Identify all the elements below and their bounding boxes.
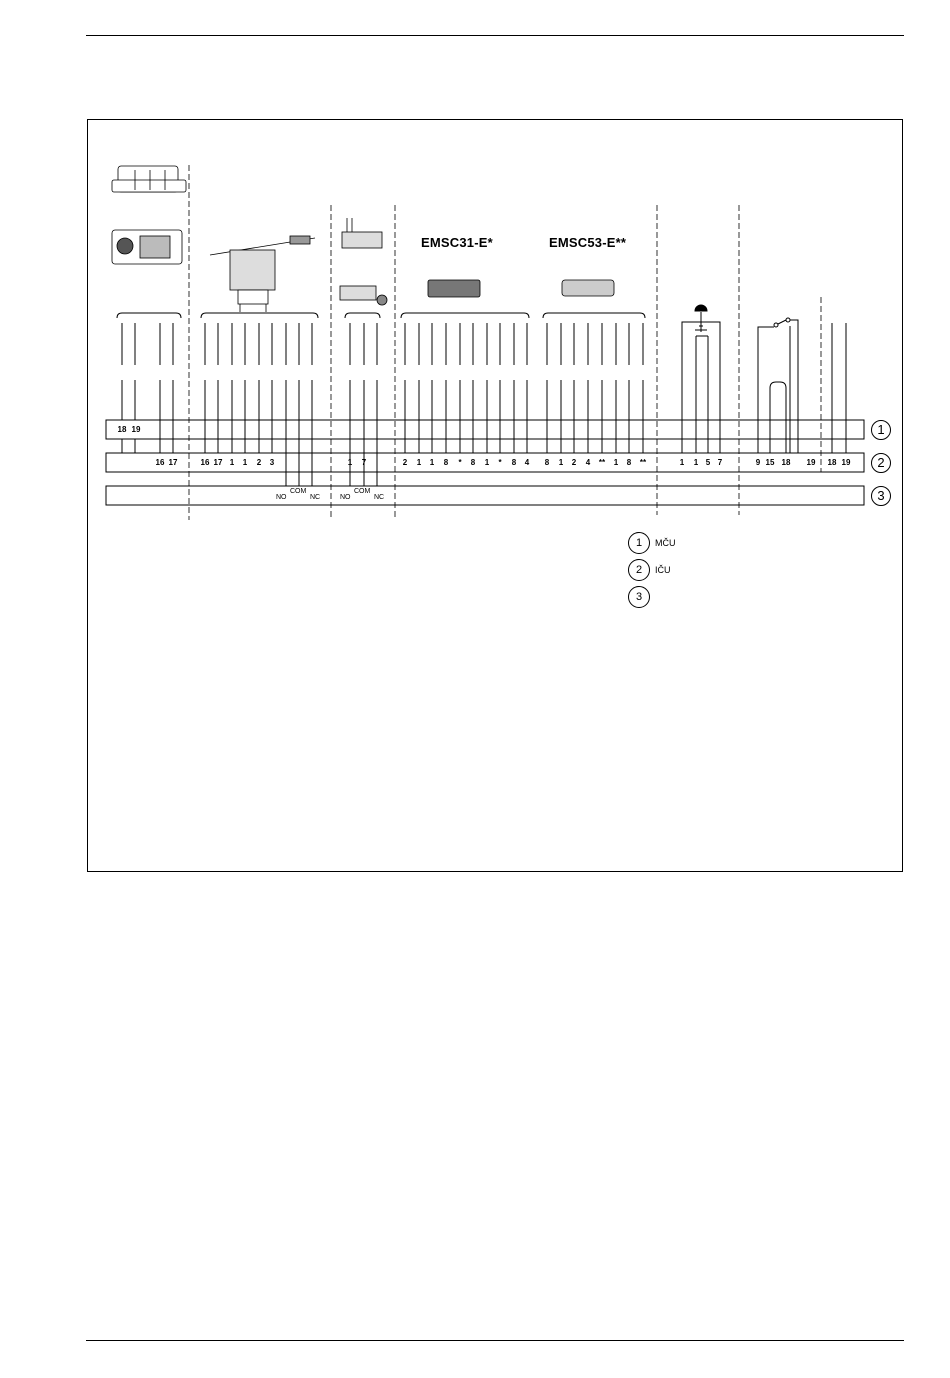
brace-g2 <box>201 313 318 318</box>
switch-circuit <box>758 318 798 453</box>
relay-a-no-label: NO <box>276 494 287 501</box>
row2-terminal: 1 <box>229 458 235 467</box>
emsc31-label: EMSC31-E* <box>421 235 493 250</box>
relay-b-no-label: NO <box>340 494 351 501</box>
row2-terminal: 4 <box>585 458 591 467</box>
row2-terminal: 1 <box>347 458 353 467</box>
emsc53-label: EMSC53-E** <box>549 235 627 250</box>
row2-terminal: 16 <box>200 458 210 467</box>
wires-g8 <box>832 323 846 453</box>
bus-number-1: 1 <box>871 420 891 440</box>
row2-terminal: 1 <box>558 458 564 467</box>
wires-g5 <box>547 323 643 453</box>
row2-terminal: ** <box>598 458 606 467</box>
row2-terminal: 2 <box>571 458 577 467</box>
row2-terminal: 1 <box>679 458 685 467</box>
row2-terminal: 1 <box>416 458 422 467</box>
pushbutton-circuit <box>682 305 720 453</box>
row2-terminal: 7 <box>361 458 367 467</box>
valve-actuator-top-icon <box>112 166 186 192</box>
row2-terminal: 5 <box>705 458 711 467</box>
brace-g4 <box>401 313 529 318</box>
bus-bar-3 <box>106 486 864 505</box>
row2-terminal: * <box>498 458 502 467</box>
row2-terminal: 8 <box>626 458 632 467</box>
row2-terminal: 8 <box>511 458 517 467</box>
mechanical-controller-icon <box>210 236 315 312</box>
microswitch-icon <box>340 218 387 305</box>
row2-terminal: 8 <box>470 458 476 467</box>
valve-actuator-bottom-icon <box>112 230 182 264</box>
legend-label-1: MČU <box>655 538 676 548</box>
legend-number-2: 2 <box>628 559 650 581</box>
row2-terminal: 1 <box>613 458 619 467</box>
legend-number-3: 3 <box>628 586 650 608</box>
relay-a-nc-label: NC <box>310 494 321 501</box>
row2-terminal: 16 <box>155 458 165 467</box>
row2-terminal: 17 <box>168 458 178 467</box>
row2-terminal: ** <box>639 458 647 467</box>
emsc53-module-icon <box>562 280 614 296</box>
row2-terminal: 3 <box>269 458 275 467</box>
row2-terminal: 15 <box>765 458 775 467</box>
brace-g1 <box>117 313 181 318</box>
row2-terminal: 9 <box>755 458 761 467</box>
brace-g3 <box>345 313 380 318</box>
legend-label-2: IČU <box>655 565 671 575</box>
bus-number-2: 2 <box>871 453 891 473</box>
brace-g5 <box>543 313 645 318</box>
row2-terminal: 7 <box>717 458 723 467</box>
emsc31-module-icon <box>428 280 480 297</box>
row1-terminal-18: 18 <box>117 425 127 434</box>
row2-terminal: * <box>458 458 462 467</box>
bus-bar-1 <box>106 420 864 439</box>
relay-a-com-label: COM <box>290 488 307 495</box>
row2-terminal: 17 <box>213 458 223 467</box>
wires-g4 <box>405 323 527 453</box>
row2-terminal: 2 <box>256 458 262 467</box>
row2-terminal: 4 <box>524 458 530 467</box>
row2-terminal: 1 <box>484 458 490 467</box>
row2-terminal: 19 <box>806 458 816 467</box>
bus-number-3: 3 <box>871 486 891 506</box>
row2-terminal: 19 <box>841 458 851 467</box>
relay-b-nc-label: NC <box>374 494 385 501</box>
row2-terminal: 18 <box>781 458 791 467</box>
row2-terminal: 18 <box>827 458 837 467</box>
row2-terminal: 1 <box>693 458 699 467</box>
row2-terminal: 8 <box>443 458 449 467</box>
row1-terminal-19: 19 <box>131 425 141 434</box>
row2-terminal: 8 <box>544 458 550 467</box>
row2-terminal: 2 <box>402 458 408 467</box>
row2-terminal: 1 <box>429 458 435 467</box>
device-images <box>112 166 614 312</box>
legend-number-1: 1 <box>628 532 650 554</box>
relay-b-com-label: COM <box>354 488 371 495</box>
row2-terminal: 1 <box>242 458 248 467</box>
